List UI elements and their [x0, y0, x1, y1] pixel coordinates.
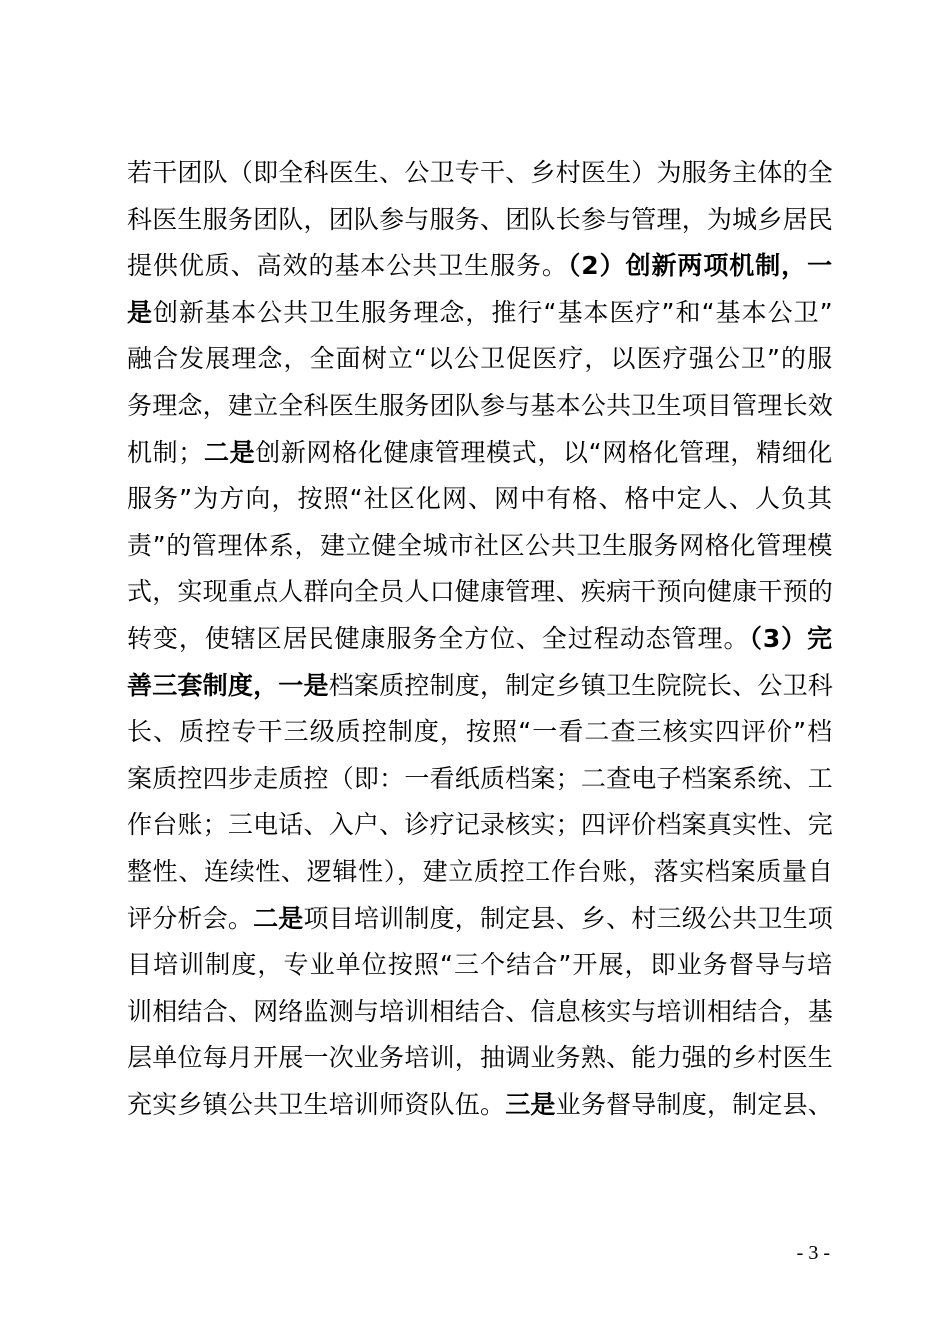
text-segment: 融合发展理念，全面树立“以公卫促医疗，以医疗强公卫”的服: [127, 344, 834, 374]
text-segment: 评分析会。: [127, 903, 254, 933]
text-line: [127, 290, 833, 337]
text-line: [127, 197, 833, 244]
bold-text-segment: （2）创新两项机制，一: [567, 251, 834, 281]
text-line: [127, 336, 833, 383]
text-line: [127, 1082, 833, 1129]
text-line: [127, 616, 833, 663]
text-segment: 提供优质、高效的基本公共卫生服务。: [127, 251, 568, 281]
text-line: [127, 802, 833, 849]
text-segment: 创新网格化健康管理模式，以“网格化管理，精细化: [255, 437, 833, 467]
text-line: [127, 709, 833, 756]
text-segment: 档案质控制度，制定乡镇卫生院院长、公卫科: [328, 670, 833, 700]
text-segment: 若干团队（即全科医生、公卫专干、乡村医生）为服务主体的全: [127, 158, 833, 187]
text-segment: 充实乡镇公共卫生培训师资队伍。: [127, 1089, 506, 1119]
document-body: [127, 150, 833, 1128]
bold-text-segment: 三是: [505, 1089, 556, 1119]
text-segment: 责”的管理体系，建立健全城市社区公共卫生服务网格化管理模: [127, 530, 833, 560]
bold-text-segment: 二是: [253, 903, 304, 933]
text-line: [127, 756, 833, 803]
text-segment: 业务督导制度，制定县、: [555, 1089, 834, 1119]
text-segment: 目培训制度，专业单位按照“三个结合”开展，即业务督导与培: [127, 950, 834, 980]
bold-text-segment: 二是: [203, 437, 256, 467]
text-line: [127, 476, 833, 523]
text-segment: 层单位每月开展一次业务培训，抽调业务熟、能力强的乡村医生: [127, 1043, 833, 1073]
text-segment: 训相结合、网络监测与培训相结合、信息核实与培训相结合，基: [127, 996, 833, 1026]
text-line: [127, 523, 833, 570]
text-segment: 案质控四步走质控（即：一看纸质档案；二查电子档案系统、工: [127, 763, 833, 793]
text-line: [127, 243, 833, 290]
page-number: - 3 -: [796, 1242, 830, 1264]
text-segment: 服务”为方向，按照“社区化网、网中有格、格中定人、人负其: [127, 484, 834, 514]
bold-text-segment: 善三套制度，一是: [127, 670, 329, 700]
text-segment: 务理念，建立全科医生服务团队参与基本公共卫生项目管理长效: [127, 390, 833, 420]
text-line: [127, 150, 833, 197]
text-line: [127, 849, 833, 896]
text-line: [127, 989, 833, 1036]
text-segment: 作台账；三电话、入户、诊疗记录核实；四评价档案真实性、完: [127, 810, 833, 840]
text-segment: 转变，使辖区居民健康服务全方位、全过程动态管理。: [127, 623, 750, 653]
text-segment: 项目培训制度，制定县、乡、村三级公共卫生项: [303, 903, 833, 933]
text-line: [127, 430, 833, 477]
text-segment: 创新基本公共卫生服务理念，推行“基本医疗”和“基本公卫”: [153, 297, 834, 327]
text-segment: 整性、连续性、逻辑性），建立质控工作台账，落实档案质量自: [127, 856, 834, 886]
bold-text-segment: 是: [127, 297, 154, 327]
text-line: [127, 1035, 833, 1082]
text-line: [127, 383, 833, 430]
text-segment: 长、质控专干三级质控制度，按照“一看二查三核实四评价”档: [127, 717, 834, 747]
text-segment: 机制；: [127, 437, 204, 467]
text-segment: 科医生服务团队，团队参与服务、团队长参与管理，为城乡居民: [127, 204, 833, 234]
text-line: [127, 663, 833, 710]
text-line: [127, 896, 833, 943]
text-line: [127, 942, 833, 989]
text-segment: 式，实现重点人群向全员人口健康管理、疾病干预向健康干预的: [127, 577, 833, 607]
text-line: [127, 569, 833, 616]
bold-text-segment: （3）完: [749, 623, 834, 653]
